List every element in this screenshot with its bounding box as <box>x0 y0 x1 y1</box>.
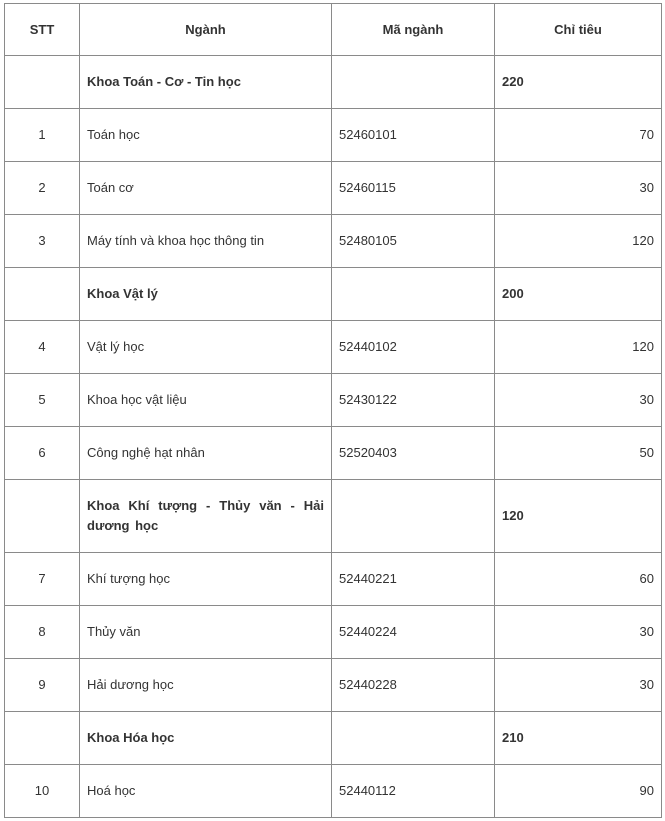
major-code: 52520403 <box>332 427 495 480</box>
department-name: Khoa Toán - Cơ - Tin học <box>80 56 332 109</box>
row-stt <box>5 712 80 765</box>
row-stt: 10 <box>5 765 80 818</box>
row-stt <box>5 56 80 109</box>
major-row <box>5 765 662 818</box>
major-quota: 30 <box>495 162 662 215</box>
major-code: 52460115 <box>332 162 495 215</box>
major-name: Hoá học <box>80 765 332 818</box>
major-name: Vật lý học <box>80 321 332 374</box>
header-major-code: Mã ngành <box>332 4 495 56</box>
row-stt: 6 <box>5 427 80 480</box>
major-row <box>5 427 662 480</box>
major-quota: 30 <box>495 374 662 427</box>
department-quota: 200 <box>495 268 662 321</box>
major-quota: 30 <box>495 606 662 659</box>
department-row <box>5 712 662 765</box>
row-stt: 8 <box>5 606 80 659</box>
major-code: 52440224 <box>332 606 495 659</box>
major-row <box>5 374 662 427</box>
major-row <box>5 553 662 606</box>
major-quota: 90 <box>495 765 662 818</box>
row-stt <box>5 480 80 553</box>
major-name: Toán cơ <box>80 162 332 215</box>
table-header-row <box>5 4 662 56</box>
major-name: Thủy văn <box>80 606 332 659</box>
row-stt: 3 <box>5 215 80 268</box>
major-code: 52430122 <box>332 374 495 427</box>
department-name: Khoa Vật lý <box>80 268 332 321</box>
major-name: Máy tính và khoa học thông tin <box>80 215 332 268</box>
department-row <box>5 56 662 109</box>
major-row <box>5 659 662 712</box>
major-row <box>5 606 662 659</box>
major-quota: 50 <box>495 427 662 480</box>
row-stt: 2 <box>5 162 80 215</box>
major-row <box>5 215 662 268</box>
department-row <box>5 268 662 321</box>
major-row <box>5 109 662 162</box>
department-name: Khoa Khí tượng - Thủy văn - Hải dương học <box>80 480 332 553</box>
row-stt: 4 <box>5 321 80 374</box>
row-stt: 7 <box>5 553 80 606</box>
major-name: Toán học <box>80 109 332 162</box>
major-quota: 30 <box>495 659 662 712</box>
department-quota: 120 <box>495 480 662 553</box>
row-code <box>332 56 495 109</box>
major-code: 52440102 <box>332 321 495 374</box>
row-code <box>332 480 495 553</box>
header-quota: Chỉ tiêu <box>495 4 662 56</box>
major-code: 52440112 <box>332 765 495 818</box>
major-code: 52460101 <box>332 109 495 162</box>
major-code: 52480105 <box>332 215 495 268</box>
major-name: Khí tượng học <box>80 553 332 606</box>
major-row <box>5 162 662 215</box>
department-quota: 220 <box>495 56 662 109</box>
department-row <box>5 480 662 553</box>
row-stt: 9 <box>5 659 80 712</box>
department-name: Khoa Hóa học <box>80 712 332 765</box>
major-row <box>5 321 662 374</box>
row-code <box>332 268 495 321</box>
major-quota: 120 <box>495 215 662 268</box>
major-quota: 60 <box>495 553 662 606</box>
major-name: Hải dương học <box>80 659 332 712</box>
row-stt: 5 <box>5 374 80 427</box>
major-name: Khoa học vật liệu <box>80 374 332 427</box>
major-code: 52440221 <box>332 553 495 606</box>
department-quota: 210 <box>495 712 662 765</box>
major-quota: 70 <box>495 109 662 162</box>
major-code: 52440228 <box>332 659 495 712</box>
row-stt <box>5 268 80 321</box>
header-stt: STT <box>5 4 80 56</box>
row-stt: 1 <box>5 109 80 162</box>
admission-quota-table <box>4 3 662 818</box>
header-major: Ngành <box>80 4 332 56</box>
row-code <box>332 712 495 765</box>
major-name: Công nghệ hạt nhân <box>80 427 332 480</box>
major-quota: 120 <box>495 321 662 374</box>
